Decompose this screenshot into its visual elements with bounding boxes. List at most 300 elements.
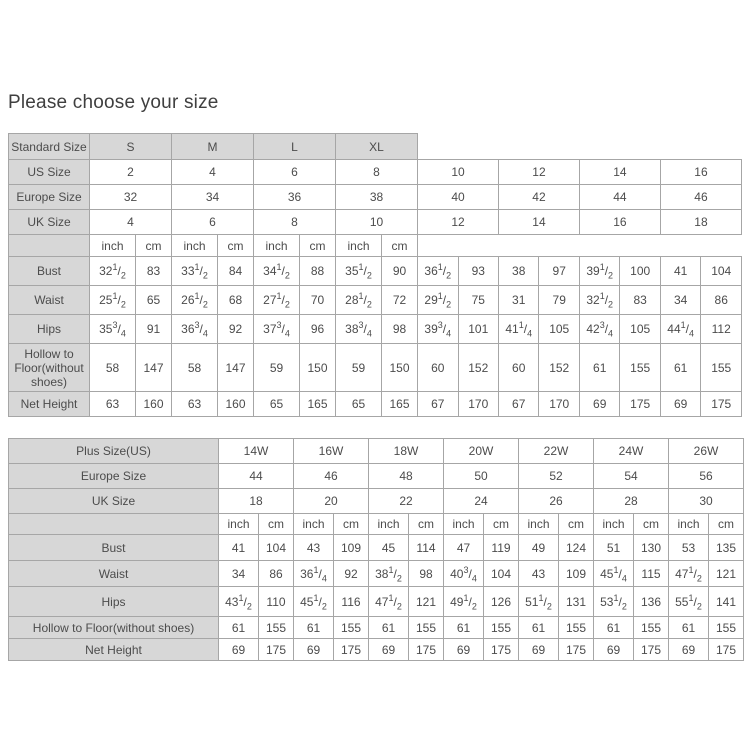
conversion-value-cell: 18 xyxy=(660,210,741,235)
row-label: Europe Size xyxy=(9,464,219,489)
measurement-value-cell: $32^1/_2$ xyxy=(579,286,619,315)
measurement-value-cell: 69 xyxy=(579,392,619,417)
fraction-denominator: 4 xyxy=(366,328,372,339)
row-label: Waist xyxy=(9,561,219,587)
measurement-value-cell: $55^1/_2$ xyxy=(669,587,709,617)
measurement-value-cell: 65 xyxy=(336,392,382,417)
fraction-denominator: 4 xyxy=(202,328,208,339)
row-label: Hips xyxy=(9,315,90,344)
measurement-value-cell: 96 xyxy=(300,315,336,344)
fraction-denominator: 2 xyxy=(696,572,702,583)
conversion-value-cell: 52 xyxy=(519,464,594,489)
measurement-row xyxy=(9,392,742,417)
conversion-value-cell: 42 xyxy=(498,185,579,210)
measurement-value-cell: $37^3/_4$ xyxy=(254,315,300,344)
conversion-value-cell: 2 xyxy=(90,160,172,185)
measurement-value-cell: 141 xyxy=(709,587,744,617)
conversion-value-cell: 54 xyxy=(594,464,669,489)
measurement-value-cell: $51^1/_2$ xyxy=(519,587,559,617)
measurement-value-cell: 98 xyxy=(409,561,444,587)
measurement-row xyxy=(9,617,744,639)
conversion-row xyxy=(9,160,742,185)
fraction-numerator: 3 xyxy=(463,564,469,575)
measurement-value-cell: 79 xyxy=(539,286,579,315)
measurement-value-cell: 155 xyxy=(701,344,742,392)
measurement-row xyxy=(9,315,742,344)
measurement-value-cell: $44^1/_4$ xyxy=(660,315,700,344)
conversion-value-cell: 46 xyxy=(294,464,369,489)
conversion-value-cell: 16 xyxy=(579,210,660,235)
measurement-value-cell: 160 xyxy=(136,392,172,417)
measurement-value-cell: 60 xyxy=(498,344,538,392)
measurement-value-cell: 155 xyxy=(334,617,369,639)
measurement-value-cell: 70 xyxy=(300,286,336,315)
measurement-value-cell: 43 xyxy=(294,535,334,561)
measurement-value-cell: 175 xyxy=(409,639,444,661)
conversion-value-cell: 22 xyxy=(369,489,444,514)
measurement-value-cell: 41 xyxy=(660,257,700,286)
measurement-row xyxy=(9,286,742,315)
conversion-value-cell: 40 xyxy=(418,185,499,210)
unit-label-cm: cm xyxy=(300,235,336,257)
fraction-denominator: 4 xyxy=(471,572,477,583)
measurement-row xyxy=(9,561,744,587)
conversion-row xyxy=(9,210,742,235)
measurement-value-cell: 98 xyxy=(382,315,418,344)
unit-label-inch: inch xyxy=(90,235,136,257)
fraction-numerator: 1 xyxy=(599,262,605,272)
measurement-value-cell: 69 xyxy=(294,639,334,661)
fraction-denominator: 4 xyxy=(120,328,126,339)
measurement-value-cell: 104 xyxy=(484,561,519,587)
conversion-row xyxy=(9,489,744,514)
fraction-numerator: 1 xyxy=(437,291,443,301)
measurement-value-cell: 92 xyxy=(334,561,369,587)
measurement-value-cell: $35^1/_2$ xyxy=(336,257,382,286)
measurement-value-cell: 61 xyxy=(660,344,700,392)
fraction-numerator: 1 xyxy=(238,592,244,603)
fraction-denominator: 2 xyxy=(446,270,452,281)
fraction-numerator: 3 xyxy=(437,320,443,330)
measurement-value-cell: $39^3/_4$ xyxy=(418,315,458,344)
conversion-value-cell: 26 xyxy=(519,489,594,514)
fraction-numerator: 1 xyxy=(613,564,619,575)
measurement-value-cell: $29^1/_2$ xyxy=(418,286,458,315)
fraction-denominator: 4 xyxy=(621,572,627,583)
measurement-value-cell: 58 xyxy=(90,344,136,392)
table-header-row xyxy=(9,439,744,464)
size-name-cell: XL xyxy=(336,134,418,160)
fraction-numerator: 1 xyxy=(313,564,319,575)
measurement-value-cell: 88 xyxy=(300,257,336,286)
row-label: Waist xyxy=(9,286,90,315)
measurement-value-cell: 63 xyxy=(90,392,136,417)
measurement-value-cell: 152 xyxy=(539,344,579,392)
fraction-numerator: 1 xyxy=(112,291,118,301)
measurement-value-cell: $49^1/_2$ xyxy=(444,587,484,617)
size-name-cell: 22W xyxy=(519,439,594,464)
measurement-value-cell: $36^1/_4$ xyxy=(294,561,334,587)
measurement-value-cell: 155 xyxy=(559,617,594,639)
row-label: Hips xyxy=(9,587,219,617)
measurement-value-cell: 165 xyxy=(382,392,418,417)
unit-label-inch: inch xyxy=(669,514,709,535)
measurement-value-cell: 150 xyxy=(382,344,418,392)
row-label: Net Height xyxy=(9,639,219,661)
fraction-denominator: 2 xyxy=(546,600,552,611)
plus-size-table xyxy=(8,438,744,661)
fraction-denominator: 2 xyxy=(321,600,327,611)
fraction-denominator: 2 xyxy=(396,600,402,611)
measurement-value-cell: 104 xyxy=(259,535,294,561)
measurement-value-cell: 69 xyxy=(594,639,634,661)
conversion-value-cell: 4 xyxy=(172,160,254,185)
measurement-value-cell: 175 xyxy=(259,639,294,661)
row-label: Hollow to Floor(without shoes) xyxy=(9,617,219,639)
measurement-value-cell: 155 xyxy=(484,617,519,639)
measurement-value-cell: $47^1/_2$ xyxy=(669,561,709,587)
fraction-denominator: 2 xyxy=(366,270,372,281)
row-label: Bust xyxy=(9,535,219,561)
fraction-denominator: 2 xyxy=(120,270,126,281)
measurement-value-cell: 155 xyxy=(409,617,444,639)
measurement-value-cell: 92 xyxy=(218,315,254,344)
measurement-value-cell: 114 xyxy=(409,535,444,561)
unit-label-inch: inch xyxy=(172,235,218,257)
fraction-numerator: 1 xyxy=(313,592,319,603)
measurement-value-cell: 160 xyxy=(218,392,254,417)
fraction-denominator: 4 xyxy=(527,328,533,339)
measurement-value-cell: 170 xyxy=(539,392,579,417)
measurement-value-cell: 175 xyxy=(620,392,660,417)
measurement-value-cell: 97 xyxy=(539,257,579,286)
measurement-value-cell: 67 xyxy=(418,392,458,417)
measurement-value-cell: 41 xyxy=(219,535,259,561)
measurement-value-cell: $40^3/_4$ xyxy=(444,561,484,587)
unit-header-row xyxy=(9,235,742,257)
measurement-value-cell: 60 xyxy=(418,344,458,392)
fraction-numerator: 1 xyxy=(388,592,394,603)
measurement-value-cell: 84 xyxy=(218,257,254,286)
fraction-numerator: 1 xyxy=(463,592,469,603)
measurement-value-cell: $27^1/_2$ xyxy=(254,286,300,315)
fraction-numerator: 1 xyxy=(538,592,544,603)
measurement-value-cell: 69 xyxy=(219,639,259,661)
measurement-row xyxy=(9,587,744,617)
fraction-numerator: 1 xyxy=(194,262,200,272)
fraction-denominator: 2 xyxy=(471,600,477,611)
unit-label-inch: inch xyxy=(519,514,559,535)
row-label: Bust xyxy=(9,257,90,286)
measurement-value-cell: $43^1/_2$ xyxy=(219,587,259,617)
unit-label-cm: cm xyxy=(218,235,254,257)
conversion-value-cell: 48 xyxy=(369,464,444,489)
unit-label-inch: inch xyxy=(219,514,259,535)
fraction-numerator: 3 xyxy=(112,320,118,330)
fraction-numerator: 3 xyxy=(599,320,605,330)
fraction-denominator: 4 xyxy=(284,328,290,339)
unit-label-inch: inch xyxy=(336,235,382,257)
measurement-value-cell: 170 xyxy=(458,392,498,417)
standard-size-table xyxy=(8,133,742,417)
fraction-numerator: 1 xyxy=(518,320,524,330)
unit-label-cm: cm xyxy=(334,514,369,535)
measurement-value-cell: 131 xyxy=(559,587,594,617)
measurement-value-cell: $53^1/_2$ xyxy=(594,587,634,617)
size-system-label: Plus Size(US) xyxy=(9,439,219,464)
measurement-value-cell: 110 xyxy=(259,587,294,617)
measurement-value-cell: 69 xyxy=(369,639,409,661)
fraction-numerator: 1 xyxy=(388,564,394,575)
measurement-value-cell: 58 xyxy=(172,344,218,392)
conversion-value-cell: 10 xyxy=(418,160,499,185)
size-name-cell: S xyxy=(90,134,172,160)
measurement-value-cell: 61 xyxy=(369,617,409,639)
fraction-denominator: 2 xyxy=(608,270,614,281)
measurement-value-cell: 53 xyxy=(669,535,709,561)
fraction-denominator: 4 xyxy=(321,572,327,583)
fraction-denominator: 2 xyxy=(621,600,627,611)
conversion-value-cell: 4 xyxy=(90,210,172,235)
measurement-value-cell: $28^1/_2$ xyxy=(336,286,382,315)
fraction-denominator: 2 xyxy=(120,299,126,310)
measurement-value-cell: $33^1/_2$ xyxy=(172,257,218,286)
fraction-denominator: 2 xyxy=(284,270,290,281)
measurement-value-cell: 49 xyxy=(519,535,559,561)
unit-label-inch: inch xyxy=(369,514,409,535)
measurement-value-cell: 59 xyxy=(254,344,300,392)
conversion-value-cell: 20 xyxy=(294,489,369,514)
measurement-value-cell: $39^1/_2$ xyxy=(579,257,619,286)
conversion-value-cell: 44 xyxy=(219,464,294,489)
size-name-cell: 24W xyxy=(594,439,669,464)
measurement-value-cell: 31 xyxy=(498,286,538,315)
fraction-denominator: 2 xyxy=(396,572,402,583)
conversion-value-cell: 14 xyxy=(579,160,660,185)
measurement-value-cell: 47 xyxy=(444,535,484,561)
row-label: Europe Size xyxy=(9,185,90,210)
measurement-value-cell: 65 xyxy=(254,392,300,417)
unit-label-cm: cm xyxy=(259,514,294,535)
unit-label-cm: cm xyxy=(136,235,172,257)
row-label: Hollow to Floor(without shoes) xyxy=(9,344,90,392)
row-label: Net Height xyxy=(9,392,90,417)
measurement-value-cell: 112 xyxy=(701,315,742,344)
measurement-value-cell: $41^1/_4$ xyxy=(498,315,538,344)
conversion-value-cell: 6 xyxy=(254,160,336,185)
fraction-numerator: 1 xyxy=(358,262,364,272)
measurement-value-cell: 121 xyxy=(709,561,744,587)
conversion-value-cell: 16 xyxy=(660,160,741,185)
measurement-value-cell: 175 xyxy=(701,392,742,417)
measurement-value-cell: 93 xyxy=(458,257,498,286)
measurement-value-cell: 65 xyxy=(136,286,172,315)
conversion-value-cell: 50 xyxy=(444,464,519,489)
measurement-value-cell: $25^1/_2$ xyxy=(90,286,136,315)
size-name-cell: 20W xyxy=(444,439,519,464)
measurement-value-cell: 147 xyxy=(136,344,172,392)
measurement-value-cell: 43 xyxy=(519,561,559,587)
fraction-numerator: 1 xyxy=(599,291,605,301)
measurement-value-cell: $36^1/_2$ xyxy=(418,257,458,286)
measurement-value-cell: 34 xyxy=(660,286,700,315)
measurement-value-cell: $26^1/_2$ xyxy=(172,286,218,315)
fraction-numerator: 1 xyxy=(688,564,694,575)
measurement-value-cell: 109 xyxy=(559,561,594,587)
fraction-numerator: 1 xyxy=(613,592,619,603)
measurement-value-cell: 135 xyxy=(709,535,744,561)
measurement-value-cell: $38^1/_2$ xyxy=(369,561,409,587)
measurement-value-cell: 34 xyxy=(219,561,259,587)
measurement-value-cell: 147 xyxy=(218,344,254,392)
fraction-denominator: 2 xyxy=(284,299,290,310)
measurement-value-cell: 61 xyxy=(594,617,634,639)
measurement-value-cell: 61 xyxy=(294,617,334,639)
fraction-numerator: 1 xyxy=(680,320,686,330)
measurement-value-cell: 175 xyxy=(709,639,744,661)
measurement-row xyxy=(9,535,744,561)
conversion-row xyxy=(9,185,742,210)
table-header-row xyxy=(9,134,742,160)
row-label: UK Size xyxy=(9,210,90,235)
unit-label-inch: inch xyxy=(254,235,300,257)
measurement-value-cell: 115 xyxy=(634,561,669,587)
fraction-numerator: 1 xyxy=(276,262,282,272)
fraction-numerator: 1 xyxy=(688,592,694,603)
measurement-value-cell: $38^3/_4$ xyxy=(336,315,382,344)
measurement-value-cell: 109 xyxy=(334,535,369,561)
measurement-value-cell: 155 xyxy=(709,617,744,639)
conversion-row xyxy=(9,464,744,489)
measurement-value-cell: 61 xyxy=(669,617,709,639)
measurement-value-cell: 83 xyxy=(136,257,172,286)
empty-corner-cell xyxy=(9,514,219,535)
measurement-value-cell: 86 xyxy=(259,561,294,587)
conversion-value-cell: 46 xyxy=(660,185,741,210)
conversion-value-cell: 14 xyxy=(498,210,579,235)
measurement-value-cell: 38 xyxy=(498,257,538,286)
fraction-numerator: 1 xyxy=(112,262,118,272)
conversion-value-cell: 8 xyxy=(254,210,336,235)
conversion-value-cell: 12 xyxy=(498,160,579,185)
measurement-value-cell: 101 xyxy=(458,315,498,344)
fraction-numerator: 3 xyxy=(276,320,282,330)
fraction-denominator: 2 xyxy=(246,600,252,611)
measurement-value-cell: $35^3/_4$ xyxy=(90,315,136,344)
conversion-value-cell: 56 xyxy=(669,464,744,489)
fraction-denominator: 2 xyxy=(608,299,614,310)
measurement-value-cell: 69 xyxy=(519,639,559,661)
conversion-value-cell: 24 xyxy=(444,489,519,514)
row-label: UK Size xyxy=(9,489,219,514)
unit-header-row xyxy=(9,514,744,535)
size-system-label: Standard Size xyxy=(9,134,90,160)
size-name-cell: 26W xyxy=(669,439,744,464)
measurement-row xyxy=(9,257,742,286)
fraction-denominator: 2 xyxy=(696,600,702,611)
conversion-value-cell: 18 xyxy=(219,489,294,514)
conversion-value-cell: 8 xyxy=(336,160,418,185)
measurement-value-cell: 59 xyxy=(336,344,382,392)
measurement-value-cell: 155 xyxy=(634,617,669,639)
measurement-value-cell: 61 xyxy=(579,344,619,392)
fraction-numerator: 1 xyxy=(194,291,200,301)
fraction-denominator: 4 xyxy=(689,328,695,339)
measurement-value-cell: $34^1/_2$ xyxy=(254,257,300,286)
measurement-row xyxy=(9,344,742,392)
measurement-value-cell: 121 xyxy=(409,587,444,617)
measurement-value-cell: $32^1/_2$ xyxy=(90,257,136,286)
conversion-value-cell: 28 xyxy=(594,489,669,514)
fraction-numerator: 1 xyxy=(437,262,443,272)
conversion-value-cell: 32 xyxy=(90,185,172,210)
measurement-value-cell: 116 xyxy=(334,587,369,617)
measurement-value-cell: 100 xyxy=(620,257,660,286)
unit-label-cm: cm xyxy=(484,514,519,535)
measurement-value-cell: 75 xyxy=(458,286,498,315)
measurement-value-cell: 126 xyxy=(484,587,519,617)
conversion-value-cell: 12 xyxy=(418,210,499,235)
measurement-value-cell: 69 xyxy=(660,392,700,417)
measurement-value-cell: 91 xyxy=(136,315,172,344)
measurement-value-cell: 61 xyxy=(519,617,559,639)
measurement-value-cell: 105 xyxy=(539,315,579,344)
fraction-numerator: 1 xyxy=(276,291,282,301)
size-name-cell: M xyxy=(172,134,254,160)
measurement-value-cell: 152 xyxy=(458,344,498,392)
unit-label-cm: cm xyxy=(634,514,669,535)
unit-label-inch: inch xyxy=(594,514,634,535)
measurement-value-cell: 90 xyxy=(382,257,418,286)
fraction-numerator: 1 xyxy=(358,291,364,301)
measurement-value-cell: 45 xyxy=(369,535,409,561)
measurement-value-cell: 175 xyxy=(484,639,519,661)
fraction-denominator: 4 xyxy=(608,328,614,339)
measurement-value-cell: 136 xyxy=(634,587,669,617)
conversion-value-cell: 30 xyxy=(669,489,744,514)
measurement-value-cell: 69 xyxy=(444,639,484,661)
measurement-value-cell: 165 xyxy=(300,392,336,417)
unit-label-cm: cm xyxy=(559,514,594,535)
measurement-value-cell: 175 xyxy=(334,639,369,661)
page-title: Please choose your size xyxy=(8,92,219,113)
measurement-row xyxy=(9,639,744,661)
fraction-denominator: 4 xyxy=(446,328,452,339)
row-label: US Size xyxy=(9,160,90,185)
measurement-value-cell: 175 xyxy=(634,639,669,661)
measurement-value-cell: $45^1/_2$ xyxy=(294,587,334,617)
fraction-numerator: 3 xyxy=(358,320,364,330)
size-name-cell: 16W xyxy=(294,439,369,464)
measurement-value-cell: 69 xyxy=(669,639,709,661)
fraction-numerator: 3 xyxy=(194,320,200,330)
measurement-value-cell: 150 xyxy=(300,344,336,392)
unit-label-inch: inch xyxy=(294,514,334,535)
measurement-value-cell: $47^1/_2$ xyxy=(369,587,409,617)
unit-label-cm: cm xyxy=(409,514,444,535)
measurement-value-cell: 68 xyxy=(218,286,254,315)
measurement-value-cell: 72 xyxy=(382,286,418,315)
empty-corner-cell xyxy=(9,235,90,257)
fraction-denominator: 2 xyxy=(202,270,208,281)
fraction-denominator: 2 xyxy=(446,299,452,310)
unit-label-cm: cm xyxy=(709,514,744,535)
conversion-value-cell: 36 xyxy=(254,185,336,210)
measurement-value-cell: 86 xyxy=(701,286,742,315)
measurement-value-cell: 175 xyxy=(559,639,594,661)
size-name-cell: L xyxy=(254,134,336,160)
unit-label-cm: cm xyxy=(382,235,418,257)
